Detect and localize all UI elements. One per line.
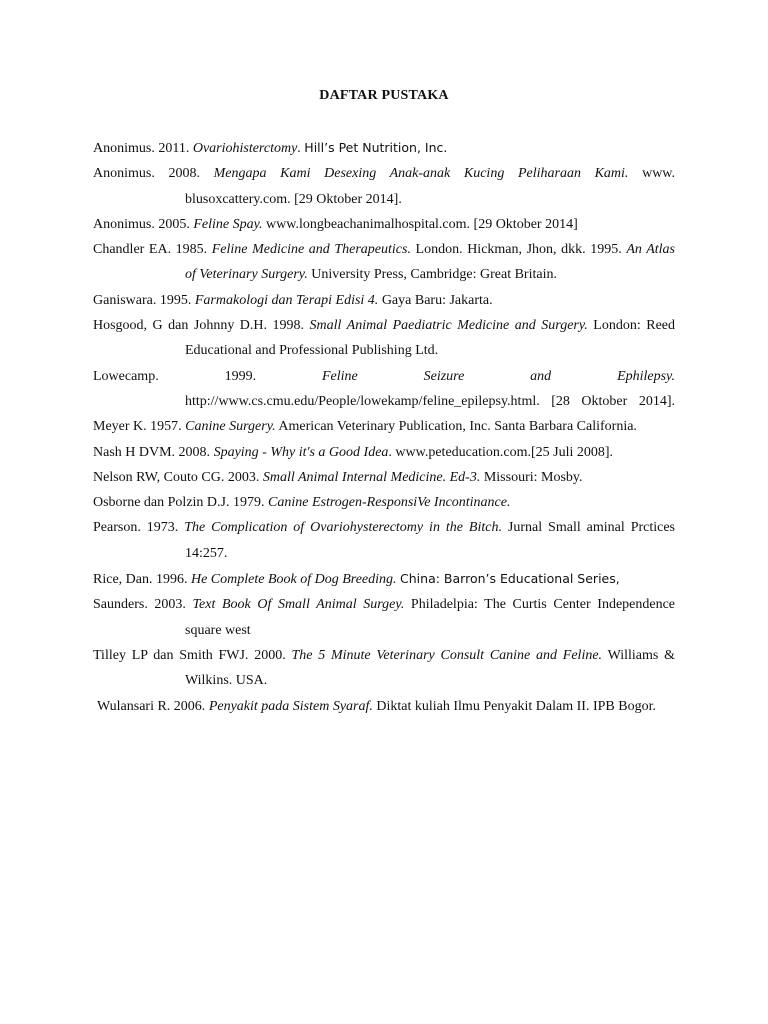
reference-text: www. blusoxcattery.com. [29 Oktober 2014]. bbox=[185, 166, 675, 207]
reference-title: Mengapa Kami Desexing Anak-anak Kucing Peliharaan Kami. bbox=[213, 166, 629, 182]
reference-entry bbox=[93, 313, 675, 364]
reference-entry bbox=[93, 490, 675, 515]
reference-text: www.longbeachanimalhospital.com. [29 Oktober 2014] bbox=[262, 216, 578, 232]
reference-text: Nelson RW, Couto CG. 2003. bbox=[93, 469, 263, 485]
reference-text: Nash H DVM. 2008. bbox=[93, 444, 214, 460]
reference-title: Feline Medicine and Therapeutics. bbox=[211, 242, 411, 258]
reference-text: Lowecamp. 1999. bbox=[93, 368, 322, 384]
reference-title: Canine Estrogen-ResponsiVe Incontinance. bbox=[268, 495, 511, 511]
reference-text: Ganiswara. 1995. bbox=[93, 292, 195, 308]
reference-entry bbox=[93, 237, 675, 288]
reference-title: Farmakologi dan Terapi Edisi 4. bbox=[194, 292, 379, 308]
reference-text: Wulansari R. 2006. bbox=[97, 698, 209, 714]
reference-text: Gaya Baru: Jakarta. bbox=[378, 292, 493, 308]
reference-entry bbox=[93, 135, 675, 161]
reference-text: Jurnal Small aminal Prctices 14:257. bbox=[185, 520, 676, 561]
reference-entry bbox=[93, 465, 675, 490]
reference-title: Feline Spay. bbox=[193, 216, 263, 232]
reference-title: Ovariohisterctomy bbox=[192, 141, 298, 156]
reference-title: Text Book Of Small Animal Surgey. bbox=[192, 597, 405, 613]
reference-entry bbox=[93, 288, 675, 313]
reference-title: Spaying - Why it's a Good Idea bbox=[213, 444, 389, 460]
reference-title: Small Animal Paediatric Medicine and Surgery. bbox=[309, 318, 588, 334]
reference-text: Missouri: Mosby. bbox=[480, 469, 583, 485]
page-title: DAFTAR PUSTAKA bbox=[319, 88, 449, 103]
reference-entry bbox=[93, 364, 675, 415]
reference-title: The 5 Minute Veterinary Consult Canine and Feline. bbox=[291, 647, 603, 663]
reference-entry bbox=[93, 414, 675, 439]
reference-entry bbox=[93, 440, 675, 465]
reference-entry bbox=[93, 643, 675, 694]
reference-entry bbox=[93, 566, 675, 592]
reference-text: China: Barron’s Educational Series, bbox=[400, 571, 620, 587]
reference-text: American Veterinary Publication, Inc. Santa Barbara California. bbox=[275, 419, 637, 435]
reference-title: The Complication of Ovariohysterectomy in the Bitch. bbox=[184, 520, 502, 536]
reference-text: Osborne dan Polzin D.J. 1979. bbox=[93, 495, 268, 511]
reference-entry bbox=[93, 212, 675, 237]
reference-text: . bbox=[297, 141, 305, 156]
reference-title: Feline Seizure and Ephilepsy. bbox=[321, 368, 676, 384]
reference-title: An Atlas of Veterinary Surgery. bbox=[185, 242, 675, 283]
reference-text: Diktat kuliah Ilmu Penyakit Dalam II. IPB Bogor. bbox=[372, 698, 656, 714]
reference-title: Small Animal Internal Medicine. Ed-3. bbox=[262, 469, 481, 485]
reference-text: Meyer K. 1957. bbox=[93, 419, 186, 435]
reference-text: Anonimus. 2008. bbox=[93, 166, 214, 182]
reference-text: http://www.cs.cmu.edu/People/lowekamp/feline_epilepsy.html. [28 Oktober 2014]. bbox=[185, 393, 675, 409]
reference-text: Saunders. 2003. bbox=[93, 597, 193, 613]
reference-text: University Press, Cambridge: Great Britain. bbox=[307, 267, 557, 283]
reference-text: London: Reed Educational and Professional Publishing Ltd. bbox=[185, 318, 675, 359]
reference-entry bbox=[97, 694, 675, 719]
reference-list bbox=[93, 135, 675, 719]
reference-text: Anonimus. 2011. bbox=[93, 141, 193, 156]
reference-title: Canine Surgery. bbox=[185, 419, 276, 435]
reference-text: Tilley LP dan Smith FWJ. 2000. bbox=[93, 647, 292, 663]
reference-text: Anonimus. 2005. bbox=[93, 216, 194, 232]
reference-text: Hosgood, G dan Johnny D.H. 1998. bbox=[93, 318, 310, 334]
reference-entry bbox=[93, 515, 675, 566]
reference-text: London. Hickman, Jhon, dkk. 1995. bbox=[410, 242, 627, 258]
reference-text: Pearson. 1973. bbox=[93, 520, 185, 536]
reference-text: Philadelpia: The Curtis Center Independence square west bbox=[185, 597, 676, 638]
reference-text: Williams & Wilkins. USA. bbox=[185, 647, 675, 689]
reference-title: Penyakit pada Sistem Syaraf. bbox=[208, 698, 373, 714]
reference-text: Hill’s Pet Nutrition, Inc. bbox=[304, 140, 448, 155]
reference-text: . www.peteducation.com.[25 Juli 2008]. bbox=[388, 444, 614, 460]
reference-text: Chandler EA. 1985. bbox=[93, 242, 212, 258]
reference-entry bbox=[93, 592, 675, 643]
reference-entry bbox=[93, 161, 675, 212]
reference-title: He Complete Book of Dog Breeding. bbox=[190, 572, 397, 588]
reference-text: Rice, Dan. 1996. bbox=[93, 572, 191, 588]
